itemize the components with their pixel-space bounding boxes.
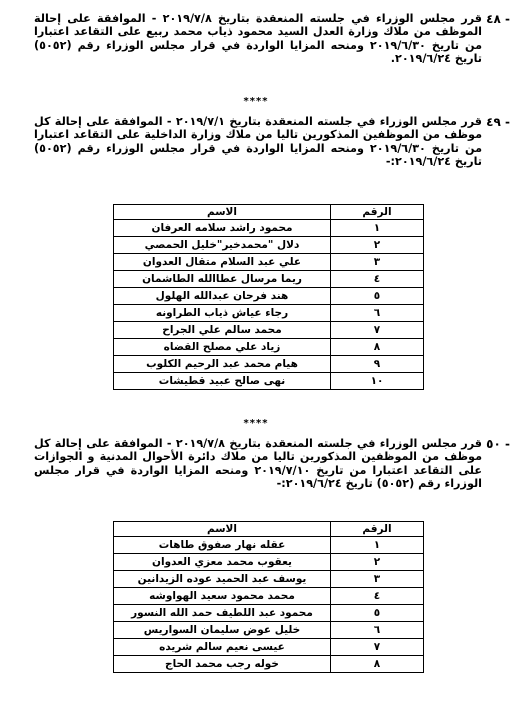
row-number: ٦ (331, 622, 424, 639)
table-row (114, 373, 424, 390)
row-name: يعقوب محمد معزي العدوان (114, 554, 331, 571)
row-number: ٤ (331, 588, 424, 605)
column-header-number: الرقم (331, 205, 424, 220)
row-name: يوسف عبد الحميد عوده الزيدانين (114, 571, 331, 588)
table-header-row (114, 522, 424, 537)
row-number: ٤ (331, 271, 424, 288)
row-number: ٣ (331, 254, 424, 271)
table-row (114, 220, 424, 237)
row-number: ٧ (331, 639, 424, 656)
table-row (114, 254, 424, 271)
item-number: ٤٨ - (486, 12, 510, 26)
table-row (114, 322, 424, 339)
decision-text: قرر مجلس الوزراء في جلسته المنعقدة بتاريخ ٢٠١٩/٧/٨ - الموافقة على إحالة كل موظف من الموظفين المذكورين تاليا من ملاك دائرة الأحوال المدنية و الجوازات على التقاعد اعتبارا من تاريخ ٢٠١٩/٧/١٠ ومنحه المزايا الواردة في قرار مجلس الوزراء رقم (٥٠٥٢) تاريخ ٢٠١٩/٦/٢٤:- (34, 437, 482, 490)
decision-text: قرر مجلس الوزراء في جلسته المنعقدة بتاريخ ٢٠١٩/٧/١ - الموافقة على إحالة كل موظف من الموظفين المذكورين تاليا من ملاك وزارة الداخلية على التقاعد اعتبارا من تاريخ ٢٠١٩/٦/٣٠ ومنحه المزايا الواردة في قرار مجلس الوزراء رقم (٥٠٥٢) تاريخ ٢٠١٩/٦/٢٤:- (34, 115, 482, 168)
separator: **** (243, 96, 269, 107)
row-number: ٥ (331, 288, 424, 305)
row-number: ٨ (331, 339, 424, 356)
table-row (114, 554, 424, 571)
row-number: ١ (331, 220, 424, 237)
row-name: عقله نهار صفوق طاهات (114, 537, 331, 554)
table-row (114, 271, 424, 288)
decision-item-48 (34, 12, 510, 65)
row-name: علي عبد السلام متقال العدوان (114, 254, 331, 271)
table-row (114, 588, 424, 605)
row-number: ٩ (331, 356, 424, 373)
employees-table-50 (113, 521, 424, 673)
separator: **** (243, 418, 269, 429)
table-row (114, 622, 424, 639)
decision-item-50 (34, 437, 510, 490)
table-row (114, 237, 424, 254)
row-number: ٧ (331, 322, 424, 339)
row-number: ٣ (331, 571, 424, 588)
row-name: ريما مرسال عطاالله الطاشمان (114, 271, 331, 288)
item-number: ٥٠ - (486, 437, 510, 451)
row-name: رجاء عياش ذياب الطراونه (114, 305, 331, 322)
row-number: ٨ (331, 656, 424, 673)
table-row (114, 571, 424, 588)
row-name: خليل عوض سليمان السواريس (114, 622, 331, 639)
row-number: ٥ (331, 605, 424, 622)
row-number: ١٠ (331, 373, 424, 390)
column-header-name: الاسم (114, 522, 331, 537)
table-row (114, 288, 424, 305)
table-row (114, 656, 424, 673)
row-number: ٢ (331, 237, 424, 254)
employees-table-49 (113, 204, 424, 390)
item-number: ٤٩ - (486, 115, 510, 129)
column-header-number: الرقم (331, 522, 424, 537)
row-name: هيام محمد عبد الرحيم الكلوب (114, 356, 331, 373)
row-name: عيسى نعيم سالم شريده (114, 639, 331, 656)
row-number: ٢ (331, 554, 424, 571)
row-name: هند فرحان عبدالله الهلول (114, 288, 331, 305)
table-row (114, 537, 424, 554)
decision-text: قرر مجلس الوزراء في جلسته المنعقدة بتاريخ ٢٠١٩/٧/٨ - الموافقة على إحالة الموظف من ملاك وزارة العدل السيد محمود ذياب محمد ربيع على التقاعد اعتبارا من تاريخ ٢٠١٩/٦/٣٠ ومنحه المزايا الواردة في قرار مجلس الوزراء رقم (٥٠٥٢) تاريخ ٢٠١٩/٦/٢٤. (34, 12, 483, 65)
table-row (114, 356, 424, 373)
table-row (114, 639, 424, 656)
row-name: خوله رجب محمد الحاج (114, 656, 331, 673)
row-name: محمود عبد اللطيف حمد الله النسور (114, 605, 331, 622)
row-name: محمد محمود سعيد الهواوشه (114, 588, 331, 605)
row-name: دلال "محمدخير"خليل الحمصي (114, 237, 331, 254)
row-number: ٦ (331, 305, 424, 322)
table-row (114, 605, 424, 622)
table-row (114, 339, 424, 356)
table-header-row (114, 205, 424, 220)
table-row (114, 305, 424, 322)
row-number: ١ (331, 537, 424, 554)
decision-item-49 (34, 115, 510, 168)
column-header-name: الاسم (114, 205, 331, 220)
row-name: محمود راشد سلامه العرفان (114, 220, 331, 237)
row-name: محمد سالم علي الجراح (114, 322, 331, 339)
row-name: نهى صالح عبيد قطيشات (114, 373, 331, 390)
row-name: زياد علي مصلح القضاه (114, 339, 331, 356)
